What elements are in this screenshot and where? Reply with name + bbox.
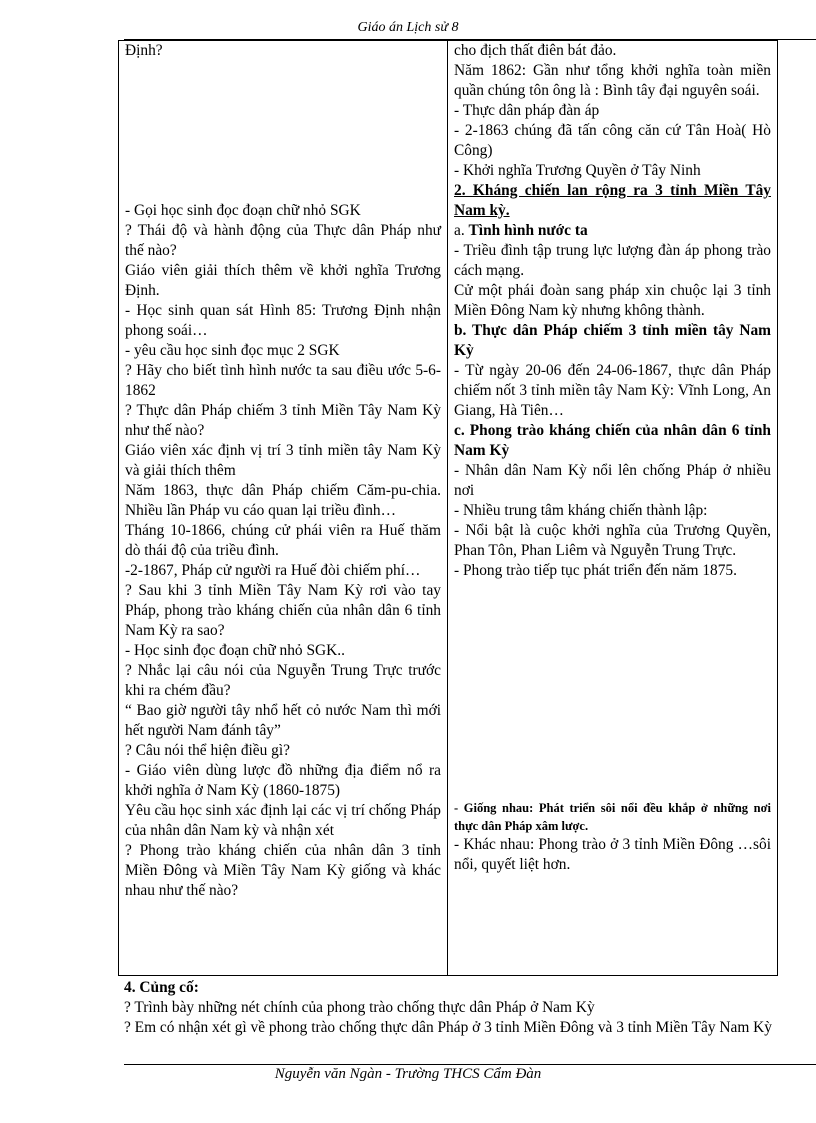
left-text: ? Thái độ và hành động của Thực dân Pháp như thế nào? bbox=[125, 222, 441, 259]
right-text: Năm 1862: Gần như tổng khởi nghĩa toàn miền quần chúng tôn ông là : Bình tây đại nguyên soái. bbox=[454, 62, 771, 99]
left-text: -2-1867, Pháp cử người ra Huế đòi chiếm phí… bbox=[125, 562, 421, 579]
left-text: ? Thực dân Pháp chiếm 3 tỉnh Miền Tây Nam Kỳ như thế nào? bbox=[125, 402, 441, 439]
left-text: ? Hãy cho biết tình hình nước ta sau điều ước 5-6-1862 bbox=[125, 362, 441, 399]
left-text: Tháng 10-1866, chúng cử phái viên ra Huế thăm dò thái độ của triều đình. bbox=[125, 522, 441, 559]
left-text: - Giáo viên dùng lược đồ những địa điểm nổ ra khởi nghĩa ở Nam Kỳ (1860-1875) bbox=[125, 762, 441, 799]
footer-rule bbox=[124, 1064, 816, 1065]
left-text: Năm 1863, thực dân Pháp chiếm Căm-pu-chia. Nhiều lần Pháp vu cáo quan lại triều đình… bbox=[125, 482, 441, 519]
right-text: - Phong trào tiếp tục phát triển đến năm 1875. bbox=[454, 562, 737, 579]
left-text: Giáo viên xác định vị trí 3 tỉnh miền tây Nam Kỳ và giải thích thêm bbox=[125, 442, 441, 479]
left-text: Yêu cầu học sinh xác định lại các vị trí chống Pháp của nhân dân Nam kỳ và nhận xét bbox=[125, 802, 441, 839]
right-text: - 2-1863 chúng đã tấn công căn cứ Tân Hoà( Hò Công) bbox=[454, 122, 771, 159]
sub-a-title: Tình hình nước ta bbox=[468, 222, 588, 239]
similarities-text: - Giống nhau: Phát triển sôi nổi đều khắp ở những nơi thực dân Pháp xâm lược. bbox=[454, 801, 771, 833]
sub-a-heading bbox=[454, 221, 771, 241]
right-text: - Khởi nghĩa Trương Quyền ở Tây Ninh bbox=[454, 162, 701, 179]
left-text: - Học sinh đọc đoạn chữ nhỏ SGK.. bbox=[125, 642, 345, 659]
left-text: “ Bao giờ người tây nhổ hết cỏ nước Nam thì mới hết người Nam đánh tây” bbox=[125, 702, 441, 739]
right-text: - Nhiều trung tâm kháng chiến thành lập: bbox=[454, 502, 708, 519]
right-text: Cử một phái đoàn sang pháp xin chuộc lại 3 tỉnh Miền Đông Nam kỳ nhưng không thành. bbox=[454, 282, 771, 319]
left-text: - Học sinh quan sát Hình 85: Trương Định nhận phong soái… bbox=[125, 302, 441, 339]
right-text: - Nổi bật là cuộc khởi nghĩa của Trương Quyền, Phan Tôn, Phan Liêm và Nguyễn Trung Trực. bbox=[454, 522, 771, 559]
left-text: - yêu cầu học sinh đọc mục 2 SGK bbox=[125, 342, 340, 359]
right-text: - Từ ngày 20-06 đến 24-06-1867, thực dân Pháp chiếm nốt 3 tỉnh miền tây Nam Kỳ: Vĩnh Long, An Giang, Hà Tiên… bbox=[454, 362, 771, 419]
right-text: cho địch thất điên bát đảo. bbox=[454, 42, 617, 59]
consolidation-section bbox=[124, 978, 774, 1038]
teacher-activities-column bbox=[119, 41, 448, 976]
sub-c-heading: c. Phong trào kháng chiến của nhân dân 6 tỉnh Nam Kỳ bbox=[454, 422, 771, 459]
left-text: Giáo viên giải thích thêm về khởi nghĩa Trương Định. bbox=[125, 262, 441, 299]
left-text: ? Câu nói thể hiện điều gì? bbox=[125, 742, 290, 759]
content-column bbox=[448, 41, 778, 976]
section-2-heading: 2. Kháng chiến lan rộng ra 3 tỉnh Miền Tây Nam kỳ. bbox=[454, 182, 771, 219]
lesson-table bbox=[118, 40, 778, 976]
left-text: ? Nhắc lại câu nói của Nguyễn Trung Trực trước khi ra chém đầu? bbox=[125, 662, 441, 699]
page-footer: Nguyễn văn Ngàn - Trường THCS Cẩm Đàn bbox=[274, 1066, 542, 1082]
table-row bbox=[119, 41, 778, 976]
differences-text: - Khác nhau: Phong trào ở 3 tỉnh Miền Đông …sôi nổi, quyết liệt hơn. bbox=[454, 836, 771, 873]
left-text: - Gọi học sinh đọc đoạn chữ nhỏ SGK bbox=[125, 202, 361, 219]
right-text: - Triều đình tập trung lực lượng đàn áp phong trào cách mạng. bbox=[454, 242, 771, 279]
left-spacer bbox=[125, 61, 441, 201]
left-text: ? Phong trào kháng chiến của nhân dân 3 tỉnh Miền Đông và Miền Tây Nam Kỳ giống và khác nhau như thế nào? bbox=[125, 842, 441, 899]
right-text: - Nhân dân Nam Kỳ nổi lên chống Pháp ở nhiều nơi bbox=[454, 462, 771, 499]
page-header: Giáo án Lịch sử 8 bbox=[357, 20, 459, 35]
consolidation-question: ? Em có nhận xét gì về phong trào chống thực dân Pháp ở 3 tỉnh Miền Đông và 3 tỉnh Miền Tây Nam Kỳ bbox=[124, 1019, 772, 1036]
sub-a-prefix: a. bbox=[454, 222, 465, 239]
sub-b-heading: b. Thực dân Pháp chiếm 3 tỉnh miền tây Nam Kỳ bbox=[454, 322, 771, 359]
consolidation-title: 4. Củng cố: bbox=[124, 979, 199, 996]
right-spacer bbox=[454, 581, 771, 799]
right-text: - Thực dân pháp đàn áp bbox=[454, 102, 600, 119]
left-text: Định? bbox=[125, 42, 163, 59]
consolidation-question: ? Trình bày những nét chính của phong trào chống thực dân Pháp ở Nam Kỳ bbox=[124, 999, 595, 1016]
left-text: ? Sau khi 3 tỉnh Miền Tây Nam Kỳ rơi vào tay Pháp, phong trào kháng chiến của nhân dân 6 tỉnh Nam Kỳ ra sao? bbox=[125, 582, 441, 639]
